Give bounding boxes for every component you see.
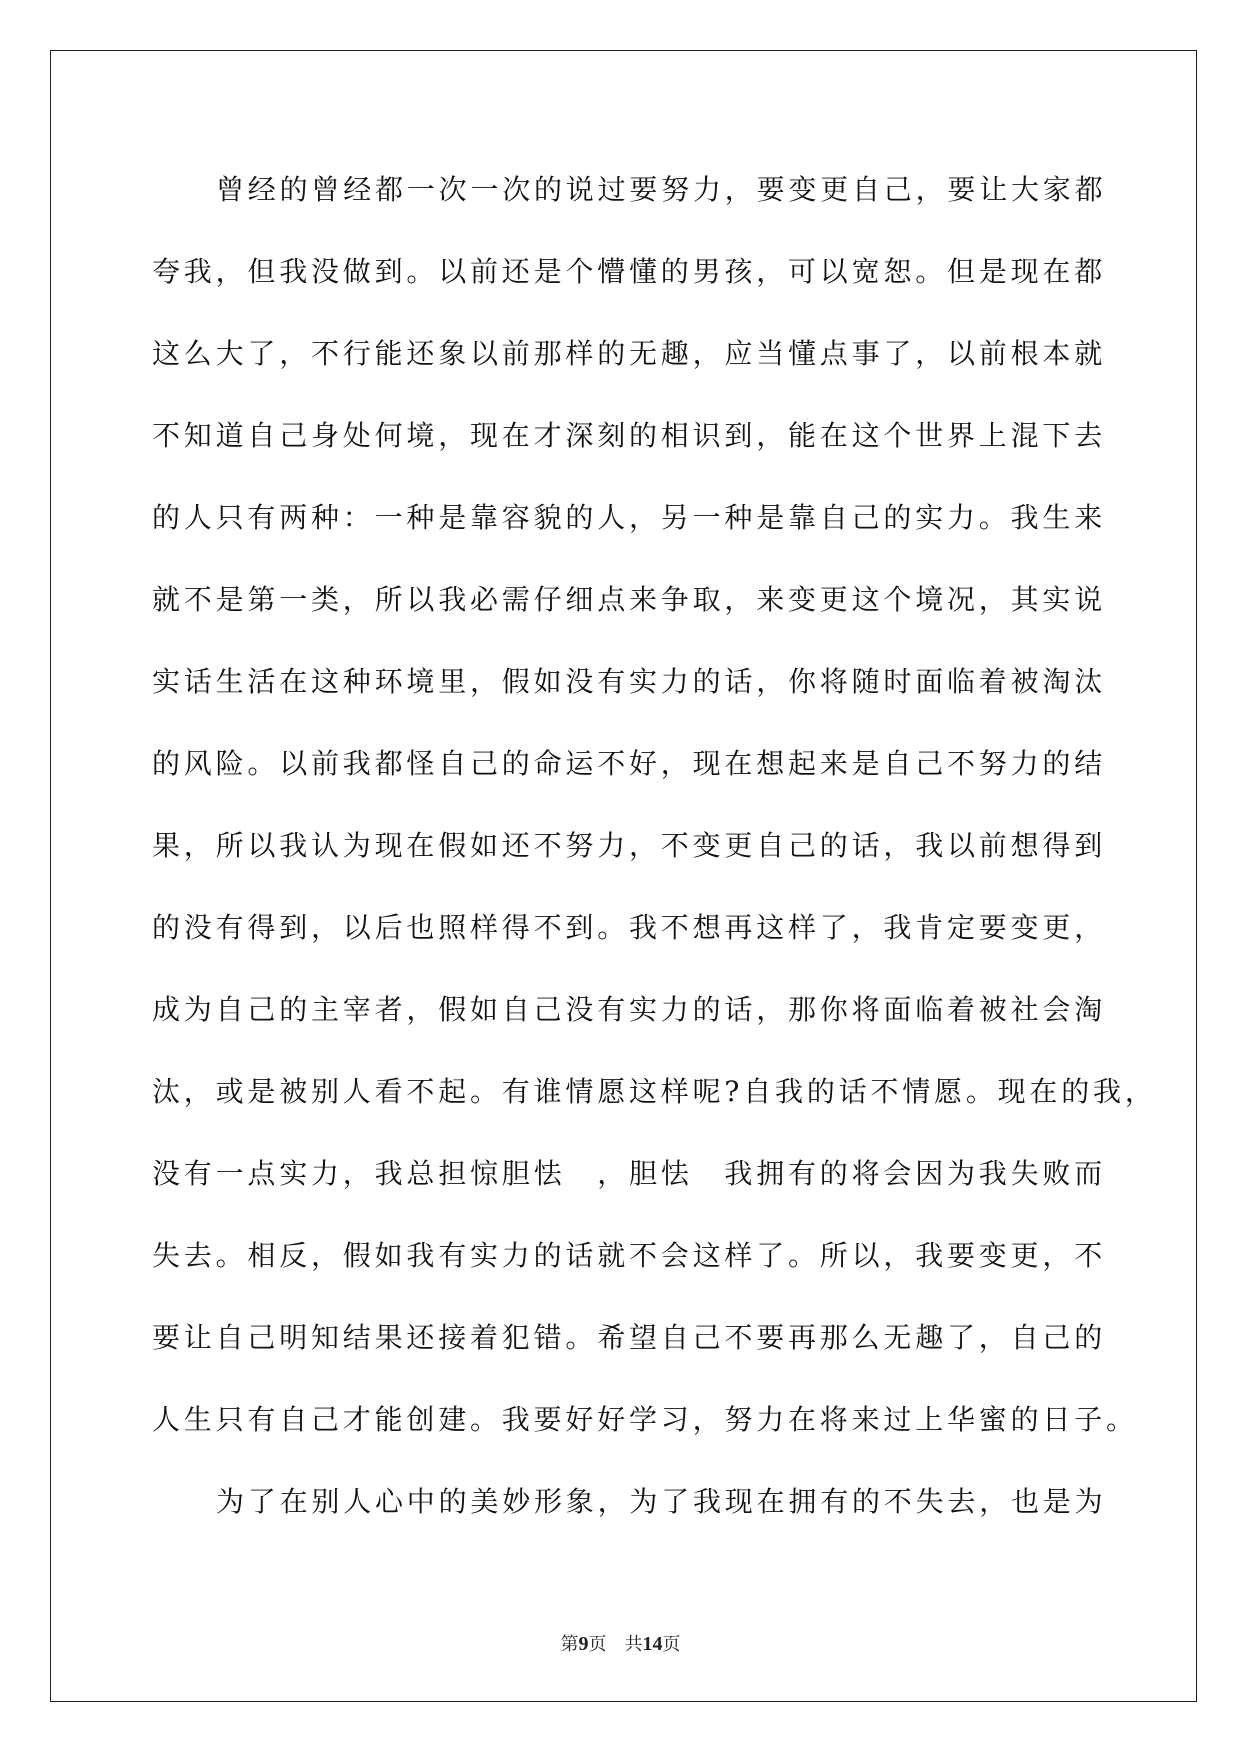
paragraph-line: 实话生活在这种环境里，假如没有实力的话，你将随时面临着被淘汰 [152, 665, 1107, 698]
paragraph-line: 曾经的曾经都一次一次的说过要努力，要变更自己，要让大家都 [216, 173, 1107, 206]
paragraph-line: 的人只有两种：一种是靠容貌的人，另一种是靠自己的实力。我生来 [152, 501, 1107, 534]
paragraph-line: 夸我，但我没做到。以前还是个懵懂的男孩，可以宽恕。但是现在都 [152, 255, 1107, 288]
paragraph-line: 要让自己明知结果还接着犯错。希望自己不要再那么无趣了，自己的 [152, 1321, 1107, 1354]
footer-page-suffix: 页 [588, 1634, 625, 1655]
paragraph-line: 失去。相反，假如我有实力的话就不会这样了。所以，我要变更，不 [152, 1239, 1107, 1272]
paragraph-line: 这么大了，不行能还象以前那样的无趣，应当懂点事了，以前根本就 [152, 337, 1107, 370]
page-footer [0, 1630, 1241, 1656]
footer-prefix: 第 [560, 1634, 579, 1655]
paragraph-line: 成为自己的主宰者，假如自己没有实力的话，那你将面临着被社会淘 [152, 993, 1107, 1026]
paragraph-line: 没有一点实力，我总担惊胆怯 ，胆怯 我拥有的将会因为我失败而 [152, 1157, 1107, 1190]
body-text [152, 160, 1157, 1554]
paragraph-line: 的风险。以前我都怪自己的命运不好，现在想起来是自己不努力的结 [152, 747, 1107, 780]
paragraph-line: 汰，或是被别人看不起。有谁情愿这样呢?自我的话不情愿。现在的我， [152, 1075, 1157, 1108]
paragraph-line: 人生只有自己才能创建。我要好好学习，努力在将来过上华蜜的日子。 [152, 1403, 1138, 1436]
paragraph-line: 果，所以我认为现在假如还不努力，不变更自己的话，我以前想得到 [152, 829, 1107, 862]
paragraph-line: 不知道自己身处何境，现在才深刻的相识到，能在这个世界上混下去 [152, 419, 1107, 452]
page-number: 9 [578, 1633, 589, 1655]
total-pages: 14 [642, 1633, 663, 1655]
paragraph-line: 就不是第一类，所以我必需仔细点来争取，来变更这个境况，其实说 [152, 583, 1107, 616]
footer-total-suffix: 页 [662, 1634, 681, 1655]
paragraph-line: 为了在别人心中的美妙形象，为了我现在拥有的不失去，也是为 [216, 1485, 1107, 1518]
paragraph-line: 的没有得到，以后也照样得不到。我不想再这样了，我肯定要变更， [152, 911, 1107, 944]
footer-total-prefix: 共 [624, 1634, 643, 1655]
